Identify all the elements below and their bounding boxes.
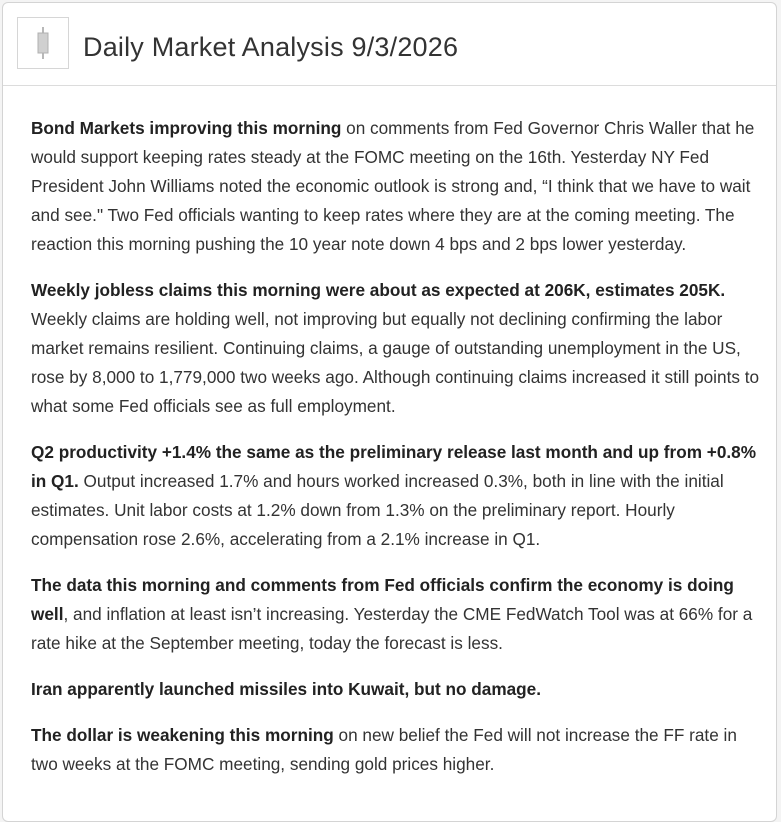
paragraph-jobless-claims — [31, 276, 761, 421]
paragraph-productivity — [31, 438, 761, 554]
paragraph-lead: The data this morning and comments from Fed officials confirm the economy is doing well — [31, 575, 734, 624]
page-title: Daily Market Analysis 9/3/2026 — [83, 32, 459, 62]
candlestick-icon — [18, 18, 68, 68]
paragraph-lead: The dollar is weakening this morning — [31, 725, 334, 745]
logo — [17, 17, 69, 69]
paragraph-text: Weekly claims are holding well, not improving but equally not declining confirming the labor market remains resilient. Continuing claims, a gauge of outstanding unemployment in the US, rose by 8,000 to 1,779,000 two weeks ago. Although continuing claims increased it still points to what some Fed officials see as full employment. — [31, 309, 760, 416]
paragraph-lead: Q2 productivity +1.4% the same as the preliminary release last month and up from +0.8% in Q1. — [31, 442, 756, 491]
article-body — [31, 114, 761, 796]
paragraph-text: on new belief the Fed will not increase the FF rate in two weeks at the FOMC meeting, sending gold prices higher. — [31, 725, 737, 774]
paragraph-text: , and inflation at least isn’t increasing. Yesterday the CME FedWatch Tool was at 66% for a rate hike at the September meeting, today the forecast is less. — [31, 604, 753, 653]
card-header — [3, 3, 776, 86]
paragraph-iran — [31, 675, 761, 704]
paragraph-bond-markets — [31, 114, 761, 259]
paragraph-lead: Weekly jobless claims this morning were about as expected at 206K, estimates 205K. — [31, 280, 726, 300]
paragraph-lead: Iran apparently launched missiles into Kuwait, but no damage. — [31, 679, 541, 699]
paragraph-economy — [31, 571, 761, 658]
paragraph-text: on comments from Fed Governor Chris Waller that he would support keeping rates steady at the FOMC meeting on the 16th. Yesterday NY Fed President John Williams noted the economic outlook is strong and, “I think that we have to wait and see." Two Fed officials wanting to keep rates where they are at the coming meeting. The reaction this morning pushing the 10 year note down 4 bps and 2 bps lower yesterday. — [31, 118, 755, 254]
paragraph-dollar — [31, 721, 761, 779]
paragraph-lead: Bond Markets improving this morning — [31, 118, 342, 138]
paragraph-text: Output increased 1.7% and hours worked increased 0.3%, both in line with the initial estimates. Unit labor costs at 1.2% down from 1.3% on the preliminary report. Hourly compensation rose 2.6%, accelerating from a 2.1% increase in Q1. — [31, 471, 724, 549]
analysis-card — [2, 2, 777, 822]
